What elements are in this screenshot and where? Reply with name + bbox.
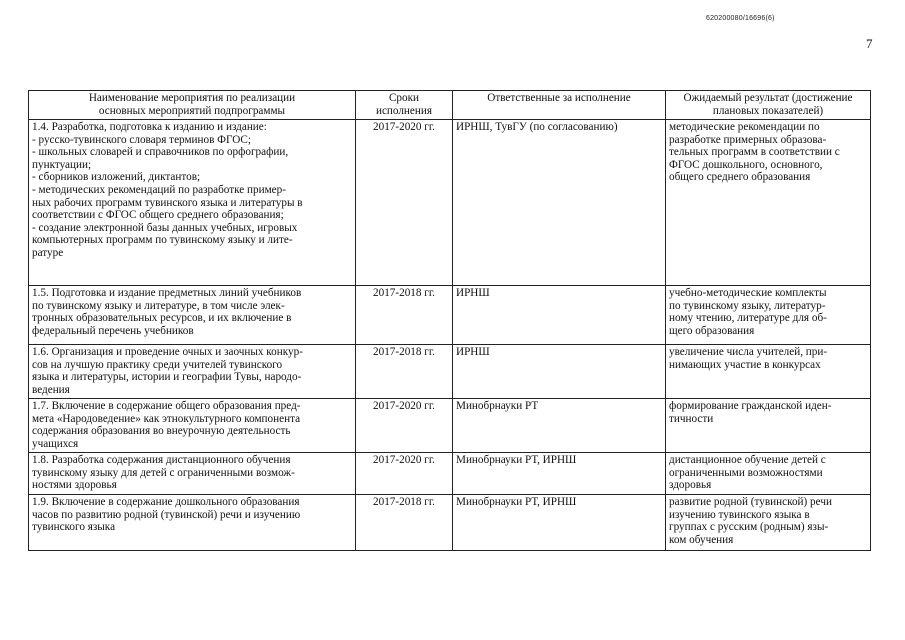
cell-line: ограниченными возможностями	[669, 466, 823, 479]
activity-cell	[29, 286, 356, 345]
header-responsible	[453, 91, 666, 120]
cell-line: - сборников изложений, диктантов;	[32, 171, 201, 184]
table-header-row	[29, 91, 871, 120]
cell-line: здоровья	[669, 479, 712, 492]
cell-line: щего образования	[669, 324, 755, 337]
cell-line: 1.9. Включение в содержание дошкольного образования	[32, 496, 300, 508]
document-code: 620200080/16696(6)	[706, 15, 775, 22]
cell-line: тельных программ в соответствии с	[669, 146, 840, 159]
cell-line: мета «Народоведение» как этнокультурного компонента	[32, 412, 301, 425]
cell-line: - русско-тувинского словаря терминов ФГОС;	[32, 133, 251, 146]
responsible-cell: ИРНШ	[453, 345, 666, 399]
responsible-cell: Минобрнауки РТ, ИРНШ	[453, 495, 666, 551]
cell-line: федеральный перечень учебников	[32, 324, 194, 337]
cell-line: тувинского языка	[32, 521, 116, 534]
activity-cell	[29, 495, 356, 551]
cell-line: формирование гражданской иден-	[669, 400, 832, 412]
result-cell	[666, 345, 871, 399]
responsible-cell: Минобрнауки РТ, ИРНШ	[453, 453, 666, 495]
cell-line: соответствии с ФГОС общего среднего образования;	[32, 209, 284, 222]
cell-line: сов на лучшую практику среди учителей тувинского	[32, 358, 283, 371]
header-activity	[29, 91, 356, 120]
cell-line: содержания образования во внеурочную деятельность	[32, 425, 291, 438]
header-line: Сроки	[388, 92, 420, 104]
cell-line: 1.7. Включение в содержание общего образования пред-	[32, 400, 301, 412]
result-cell	[666, 120, 871, 286]
header-dates	[356, 91, 453, 120]
header-line: плановых показателей)	[712, 104, 824, 117]
cell-line: 1.5. Подготовка и издание предметных линий учебников	[32, 287, 302, 299]
cell-line: увеличение числа учителей, при-	[669, 346, 828, 358]
header-line: основных мероприятий подпрограммы	[98, 104, 286, 117]
cell-line: методические рекомендации по	[669, 121, 820, 133]
cell-line: разработке примерных образова-	[669, 133, 827, 146]
header-line: Наименование мероприятия по реализации	[88, 92, 296, 104]
cell-line: ком обучения	[669, 533, 734, 546]
cell-line: - создание электронной базы данных учебных, игровых	[32, 221, 298, 234]
cell-line: 1.8. Разработка содержания дистанционного обучения	[32, 454, 291, 466]
header-line: Ответственные за исполнение	[487, 92, 631, 104]
cell-line: ностями здоровья	[32, 479, 117, 492]
cell-line: по тувинскому языку и литературе, в том числе элек-	[32, 299, 285, 312]
dates-cell: 2017-2020 гг.	[356, 453, 453, 495]
cell-line: языка и литературы, истории и географии Тувы, народо-	[32, 371, 302, 384]
page-number: 7	[866, 36, 873, 51]
dates-cell: 2017-2018 гг.	[356, 345, 453, 399]
activity-cell	[29, 453, 356, 495]
dates-cell: 2017-2020 гг.	[356, 120, 453, 286]
table-row	[29, 399, 871, 453]
table-row	[29, 286, 871, 345]
cell-line: 1.6. Организация и проведение очных и заочных конкур-	[32, 346, 303, 358]
cell-line: ных рабочих программ тувинского языка и литературы в	[32, 196, 303, 209]
header-line: исполнения	[375, 104, 433, 117]
table-row	[29, 495, 871, 551]
cell-line: 1.4. Разработка, подготовка к изданию и издание:	[32, 121, 267, 133]
cell-line: ному чтению, литературе для об-	[669, 312, 827, 325]
cell-line: часов по развитию родной (тувинской) речи и изучению	[32, 508, 301, 521]
activity-cell	[29, 345, 356, 399]
cell-line: учебно-методические комплекты	[669, 287, 827, 299]
cell-line: изучению тувинского языка в	[669, 508, 810, 521]
table-row	[29, 120, 871, 286]
activity-cell	[29, 399, 356, 453]
dates-cell: 2017-2018 гг.	[356, 495, 453, 551]
header-result	[666, 91, 871, 120]
cell-line: ведения	[32, 383, 70, 396]
cell-line: - школьных словарей и справочников по орфографии,	[32, 146, 289, 159]
plan-table	[28, 90, 871, 551]
result-cell	[666, 495, 871, 551]
dates-cell: 2017-2018 гг.	[356, 286, 453, 345]
cell-line: нимающих участие в конкурсах	[669, 358, 821, 371]
header-line: Ожидаемый результат (достижение	[683, 92, 853, 104]
table-row	[29, 345, 871, 399]
cell-line: группах с русским (родным) язы-	[669, 521, 829, 534]
responsible-cell: ИРНШ	[453, 286, 666, 345]
cell-line: - методических рекомендаций по разработке пример-	[32, 183, 286, 196]
cell-line: дистанционное обучение детей с	[669, 454, 826, 466]
cell-line: по тувинскому языку, литератур-	[669, 299, 826, 312]
cell-line: компьютерных программ по тувинскому языку и лите-	[32, 234, 293, 247]
result-cell	[666, 399, 871, 453]
dates-cell: 2017-2020 гг.	[356, 399, 453, 453]
activity-cell	[29, 120, 356, 286]
result-cell	[666, 286, 871, 345]
cell-line: ФГОС дошкольного, основного,	[669, 158, 823, 171]
cell-line: развитие родной (тувинской) речи	[669, 496, 832, 508]
cell-line: общего среднего образования	[669, 171, 811, 184]
result-cell	[666, 453, 871, 495]
cell-line: тичности	[669, 412, 714, 425]
cell-line: ратуре	[32, 246, 64, 259]
cell-line: учащихся	[32, 437, 79, 450]
responsible-cell: Минобрнауки РТ	[453, 399, 666, 453]
table-row	[29, 453, 871, 495]
cell-line: пунктуации;	[32, 158, 92, 171]
cell-line: тувинскому языку для детей с ограниченными возмож-	[32, 466, 295, 479]
cell-line: тронных образовательных ресурсов, и их включение в	[32, 312, 292, 325]
responsible-cell: ИРНШ, ТувГУ (по согласованию)	[453, 120, 666, 286]
